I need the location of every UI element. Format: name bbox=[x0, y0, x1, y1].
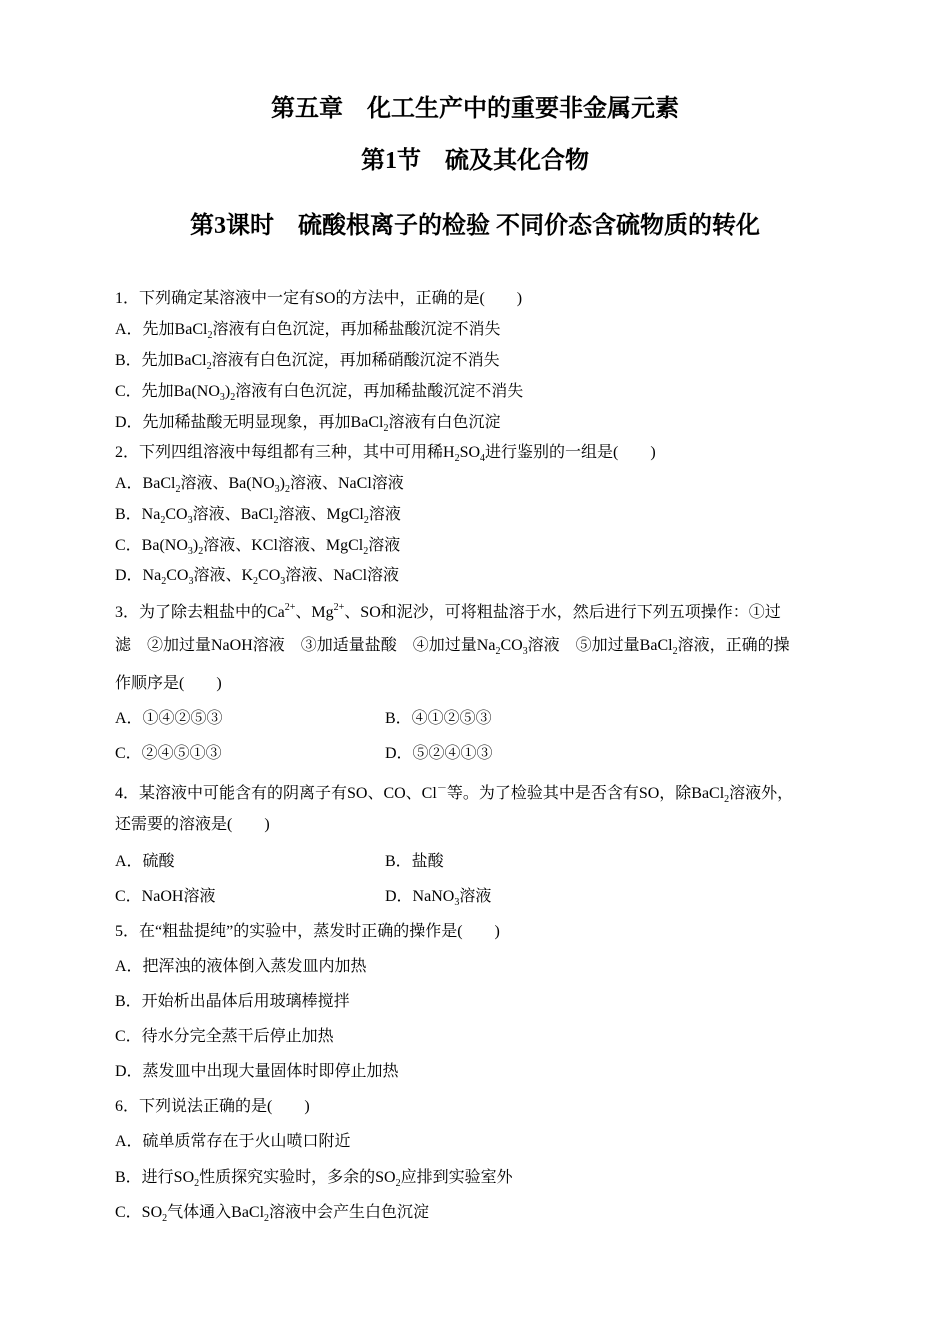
text-line bbox=[115, 351, 500, 377]
text-line bbox=[115, 744, 493, 764]
text-segment: 6．下列说法正确的是( ) bbox=[115, 1098, 310, 1115]
text-segment: 2 bbox=[206, 361, 212, 372]
text-segment: B．先加BaCl bbox=[115, 352, 207, 369]
text-segment: 滤 ②加过量NaOH溶液 ③加适量盐酸 ④加过量Na bbox=[115, 637, 496, 654]
text-segment: 溶液、Ba(NO bbox=[180, 475, 275, 492]
text-line bbox=[115, 674, 222, 694]
text-segment: 溶液有白色沉淀，再加稀盐酸沉淀不消失 bbox=[235, 383, 524, 400]
text-segment: C．NaOH溶液 bbox=[115, 888, 216, 905]
text-segment: 3 bbox=[219, 392, 225, 403]
text-segment: A．BaCl bbox=[115, 475, 176, 492]
text-line bbox=[115, 992, 350, 1012]
text-segment: 等。为了检验其中是否含有SO，除BaCl bbox=[446, 785, 725, 802]
text-segment: B．④①②⑤③ bbox=[385, 710, 492, 727]
option-right bbox=[385, 887, 491, 913]
text-segment: 溶液 bbox=[459, 888, 492, 905]
text-line bbox=[115, 320, 500, 346]
text-segment: 2 bbox=[198, 546, 204, 557]
text-segment: 溶液、NaCl溶液 bbox=[285, 567, 400, 584]
text-segment: 5．在“粗盐提纯”的实验中，蒸发时正确的操作是( ) bbox=[115, 923, 500, 940]
text-segment: 4．某溶液中可能含有的阴离子有SO、CO、Cl bbox=[115, 785, 437, 802]
text-segment: 溶液有白色沉淀，再加稀硝酸沉淀不消失 bbox=[211, 352, 500, 369]
text-segment: 溶液、KCl溶液、MgCl bbox=[203, 537, 364, 554]
text-segment: ) bbox=[279, 475, 285, 492]
text-line bbox=[115, 922, 500, 942]
text-segment: 2 bbox=[495, 646, 501, 657]
text-segment: A．硫单质常存在于火山喷口附近 bbox=[115, 1133, 351, 1150]
text-segment: 3 bbox=[280, 576, 286, 587]
text-segment: 2 bbox=[363, 546, 369, 557]
text-segment: 3 bbox=[274, 484, 280, 495]
text-segment: D．先加稀盐酸无明显现象，再加BaCl bbox=[115, 414, 384, 431]
text-segment: 2+ bbox=[333, 602, 345, 613]
text-segment: 2 bbox=[383, 423, 389, 434]
text-segment: 2 bbox=[161, 576, 167, 587]
text-segment: C．SO bbox=[115, 1204, 163, 1221]
text-segment: 溶液中会产生白色沉淀 bbox=[269, 1204, 430, 1221]
text-segment: 溶液、K bbox=[193, 567, 254, 584]
text-segment: 2 bbox=[264, 1213, 270, 1224]
text-segment: 2 bbox=[672, 646, 678, 657]
text-segment: 2 bbox=[207, 330, 213, 341]
chapter-title: 第五章 化工生产中的重要非金属元素 bbox=[271, 96, 679, 122]
text-segment: 、SO和泥沙，可将粗盐溶于水，然后进行下列五项操作：①过 bbox=[344, 604, 781, 621]
text-segment: 3 bbox=[454, 897, 460, 908]
text-segment: 应排到实验室外 bbox=[400, 1169, 513, 1186]
text-segment: 2 bbox=[230, 392, 236, 403]
text-segment: 1．下列确定某溶液中一定有SO的方法中，正确的是( ) bbox=[115, 290, 523, 307]
text-segment: ) bbox=[224, 383, 231, 400]
text-segment: D．蒸发皿中出现大量固体时即停止加热 bbox=[115, 1063, 399, 1080]
text-line bbox=[115, 1097, 310, 1117]
option-right bbox=[385, 852, 444, 872]
text-segment: C．先加Ba(NO bbox=[115, 383, 220, 400]
text-line bbox=[115, 957, 367, 977]
text-segment: B．盐酸 bbox=[385, 853, 444, 870]
text-segment: C．②④⑤①③ bbox=[115, 745, 222, 762]
text-segment: 2 bbox=[160, 515, 166, 526]
text-segment: 2 bbox=[175, 484, 181, 495]
text-segment: 溶液 bbox=[368, 537, 401, 554]
text-segment: 2 bbox=[454, 453, 460, 464]
text-segment: D．NaNO bbox=[385, 888, 455, 905]
text-line bbox=[115, 636, 790, 662]
text-segment: CO bbox=[258, 567, 281, 584]
text-segment: 作顺序是( ) bbox=[115, 675, 222, 692]
text-segment: 溶液有白色沉淀 bbox=[388, 414, 501, 431]
text-segment: CO bbox=[166, 567, 189, 584]
text-segment: 溶液，正确的操 bbox=[677, 637, 790, 654]
text-segment: 3 bbox=[522, 646, 528, 657]
text-segment: 2．下列四组溶液中每组都有三种，其中可用稀H bbox=[115, 444, 455, 461]
text-line bbox=[115, 443, 656, 469]
text-segment: SO bbox=[459, 444, 481, 461]
text-segment: A．先加BaCl bbox=[115, 321, 208, 338]
text-line bbox=[115, 1168, 513, 1194]
text-segment: B．开始析出晶体后用玻璃棒搅拌 bbox=[115, 993, 350, 1010]
text-segment: 溶液 ⑤加过量BaCl bbox=[527, 637, 673, 654]
text-segment: 溶液、NaCl溶液 bbox=[290, 475, 404, 492]
text-segment: 溶液、BaCl bbox=[192, 506, 274, 523]
text-line bbox=[115, 566, 399, 592]
text-segment: CO bbox=[165, 506, 188, 523]
text-segment: D．Na bbox=[115, 567, 162, 584]
text-line bbox=[115, 1027, 334, 1047]
text-line bbox=[115, 852, 444, 872]
text-segment: 2 bbox=[273, 515, 279, 526]
option-right bbox=[385, 744, 493, 764]
text-segment: A．硫酸 bbox=[115, 853, 175, 870]
text-line bbox=[115, 709, 492, 729]
text-segment: 2 bbox=[194, 1178, 200, 1189]
text-segment: 2+ bbox=[284, 602, 296, 613]
text-segment: ) bbox=[192, 537, 199, 554]
text-line bbox=[115, 1062, 399, 1082]
text-segment: 溶液、MgCl bbox=[278, 506, 364, 523]
text-line bbox=[115, 598, 781, 623]
text-segment: A．①④②⑤③ bbox=[115, 710, 223, 727]
text-line bbox=[115, 382, 523, 408]
text-line bbox=[115, 887, 492, 908]
section-title: 第1节 硫及其化合物 bbox=[361, 148, 589, 174]
text-segment: 2 bbox=[162, 1213, 168, 1224]
lesson-title: 第3课时 硫酸根离子的检验 不同价态含硫物质的转化 bbox=[190, 213, 760, 239]
text-segment: 还需要的溶液是( ) bbox=[115, 816, 270, 833]
text-line bbox=[115, 505, 401, 531]
text-segment: 、Mg bbox=[295, 604, 334, 621]
text-line bbox=[115, 289, 522, 309]
text-segment: 3．为了除去粗盐中的Ca bbox=[115, 604, 285, 621]
text-segment: 2 bbox=[363, 515, 369, 526]
text-segment: CO bbox=[500, 637, 523, 654]
text-segment: 3 bbox=[187, 546, 193, 557]
text-segment: B．Na bbox=[115, 506, 161, 523]
text-line bbox=[115, 779, 793, 810]
text-segment: 溶液有白色沉淀，再加稀盐酸沉淀不消失 bbox=[212, 321, 501, 338]
text-segment: 气体通入BaCl bbox=[167, 1204, 265, 1221]
option-right bbox=[385, 709, 492, 729]
text-segment: 2 bbox=[253, 576, 259, 587]
text-segment: 3 bbox=[188, 576, 194, 587]
text-segment: 2 bbox=[285, 484, 290, 495]
text-line bbox=[115, 413, 500, 439]
text-segment: C．待水分完全蒸干后停止加热 bbox=[115, 1028, 334, 1045]
text-segment: － bbox=[436, 783, 447, 794]
text-segment: 进行鉴别的一组是( ) bbox=[485, 444, 656, 461]
text-segment: B．进行SO bbox=[115, 1169, 195, 1186]
text-segment: 2 bbox=[724, 794, 730, 805]
text-line bbox=[115, 815, 270, 835]
text-segment: A．把浑浊的液体倒入蒸发皿内加热 bbox=[115, 958, 367, 975]
text-segment: 溶液 bbox=[368, 506, 401, 523]
text-line bbox=[115, 1203, 429, 1229]
text-segment: 4 bbox=[480, 453, 486, 464]
text-segment: 性质探究实验时，多余的SO bbox=[199, 1169, 396, 1186]
text-segment: D．⑤②④①③ bbox=[385, 745, 493, 762]
text-line bbox=[115, 474, 404, 500]
text-segment: 溶液外， bbox=[729, 785, 794, 802]
text-segment: 2 bbox=[395, 1178, 401, 1189]
text-segment: 3 bbox=[187, 515, 193, 526]
text-line bbox=[115, 536, 400, 562]
text-segment: C．Ba(NO bbox=[115, 537, 188, 554]
text-line bbox=[115, 1132, 351, 1152]
